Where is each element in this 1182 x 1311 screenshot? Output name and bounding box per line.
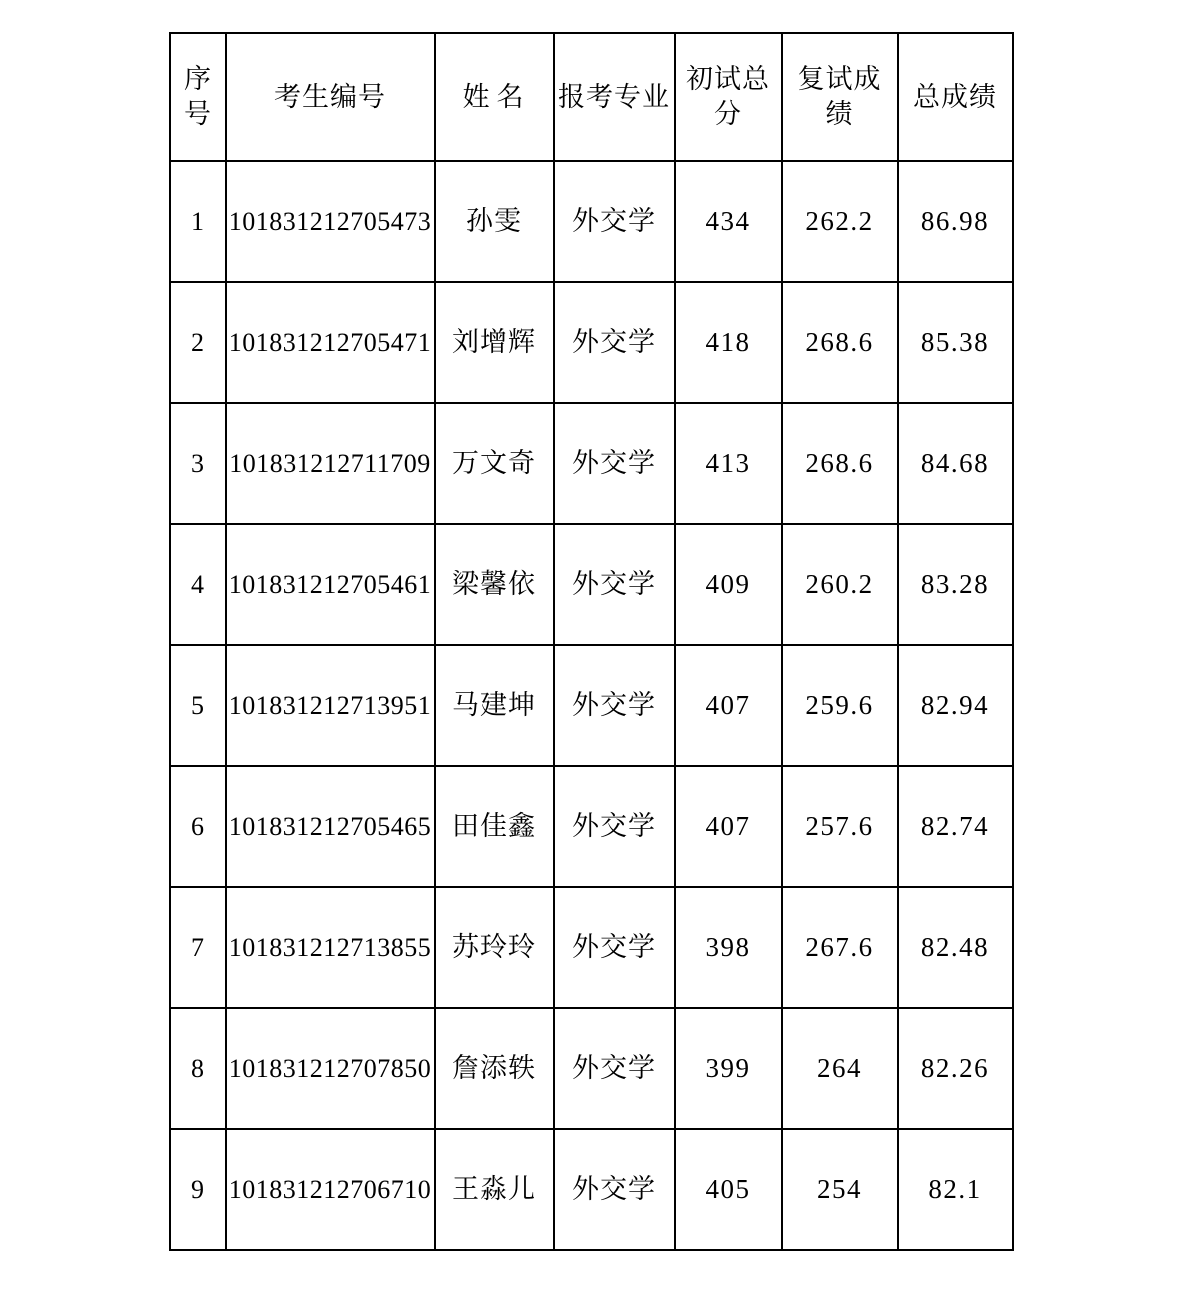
cell-total-score: 84.68 — [898, 403, 1013, 524]
column-header-index: 序号 — [170, 33, 226, 161]
cell-major: 外交学 — [554, 887, 675, 1008]
cell-first-exam-total: 399 — [675, 1008, 782, 1129]
cell-second-exam-score: 264 — [782, 1008, 898, 1129]
cell-name: 孙雯 — [435, 161, 554, 282]
table-row — [170, 403, 1013, 524]
admission-score-table — [169, 32, 1014, 1251]
cell-second-exam-score: 268.6 — [782, 282, 898, 403]
cell-total-score: 82.94 — [898, 645, 1013, 766]
cell-index: 9 — [170, 1129, 226, 1250]
cell-first-exam-total: 418 — [675, 282, 782, 403]
cell-second-exam-score: 257.6 — [782, 766, 898, 887]
cell-first-exam-total: 407 — [675, 645, 782, 766]
cell-total-score: 85.38 — [898, 282, 1013, 403]
cell-first-exam-total: 409 — [675, 524, 782, 645]
table-row — [170, 887, 1013, 1008]
table-row — [170, 766, 1013, 887]
cell-first-exam-total: 405 — [675, 1129, 782, 1250]
cell-first-exam-total: 407 — [675, 766, 782, 887]
column-header-second-exam-score: 复试成绩 — [782, 33, 898, 161]
cell-candidate-number: 101831212711709 — [226, 403, 435, 524]
cell-name: 马建坤 — [435, 645, 554, 766]
cell-candidate-number: 101831212713951 — [226, 645, 435, 766]
cell-candidate-number: 101831212713855 — [226, 887, 435, 1008]
cell-second-exam-score: 262.2 — [782, 161, 898, 282]
table-row — [170, 524, 1013, 645]
cell-total-score: 82.26 — [898, 1008, 1013, 1129]
table-header-row — [170, 33, 1013, 161]
cell-name: 田佳鑫 — [435, 766, 554, 887]
cell-index: 7 — [170, 887, 226, 1008]
cell-second-exam-score: 259.6 — [782, 645, 898, 766]
cell-candidate-number: 101831212707850 — [226, 1008, 435, 1129]
cell-name: 万文奇 — [435, 403, 554, 524]
cell-name: 詹添轶 — [435, 1008, 554, 1129]
cell-name: 苏玲玲 — [435, 887, 554, 1008]
cell-index: 4 — [170, 524, 226, 645]
column-header-name: 姓名 — [435, 33, 554, 161]
cell-total-score: 82.1 — [898, 1129, 1013, 1250]
cell-total-score: 86.98 — [898, 161, 1013, 282]
cell-major: 外交学 — [554, 766, 675, 887]
cell-candidate-number: 101831212705465 — [226, 766, 435, 887]
table-row — [170, 161, 1013, 282]
cell-major: 外交学 — [554, 161, 675, 282]
table-row — [170, 282, 1013, 403]
cell-major: 外交学 — [554, 645, 675, 766]
cell-first-exam-total: 413 — [675, 403, 782, 524]
cell-candidate-number: 101831212705471 — [226, 282, 435, 403]
cell-major: 外交学 — [554, 1008, 675, 1129]
cell-index: 3 — [170, 403, 226, 524]
cell-candidate-number: 101831212706710 — [226, 1129, 435, 1250]
cell-index: 6 — [170, 766, 226, 887]
cell-major: 外交学 — [554, 1129, 675, 1250]
cell-total-score: 83.28 — [898, 524, 1013, 645]
cell-total-score: 82.48 — [898, 887, 1013, 1008]
cell-major: 外交学 — [554, 282, 675, 403]
cell-second-exam-score: 267.6 — [782, 887, 898, 1008]
column-header-total-score: 总成绩 — [898, 33, 1013, 161]
column-header-candidate-number: 考生编号 — [226, 33, 435, 161]
table-row — [170, 1008, 1013, 1129]
cell-index: 5 — [170, 645, 226, 766]
cell-name: 梁馨依 — [435, 524, 554, 645]
table-row — [170, 1129, 1013, 1250]
cell-name: 王淼儿 — [435, 1129, 554, 1250]
cell-major: 外交学 — [554, 524, 675, 645]
cell-index: 2 — [170, 282, 226, 403]
table-row — [170, 645, 1013, 766]
cell-major: 外交学 — [554, 403, 675, 524]
table-header — [170, 33, 1013, 161]
column-header-major: 报考专业 — [554, 33, 675, 161]
cell-second-exam-score: 254 — [782, 1129, 898, 1250]
cell-index: 8 — [170, 1008, 226, 1129]
cell-name: 刘增辉 — [435, 282, 554, 403]
cell-candidate-number: 101831212705461 — [226, 524, 435, 645]
cell-first-exam-total: 434 — [675, 161, 782, 282]
cell-index: 1 — [170, 161, 226, 282]
cell-total-score: 82.74 — [898, 766, 1013, 887]
table-body — [170, 161, 1013, 1250]
cell-first-exam-total: 398 — [675, 887, 782, 1008]
cell-second-exam-score: 260.2 — [782, 524, 898, 645]
column-header-first-exam-total: 初试总分 — [675, 33, 782, 161]
cell-second-exam-score: 268.6 — [782, 403, 898, 524]
cell-candidate-number: 101831212705473 — [226, 161, 435, 282]
